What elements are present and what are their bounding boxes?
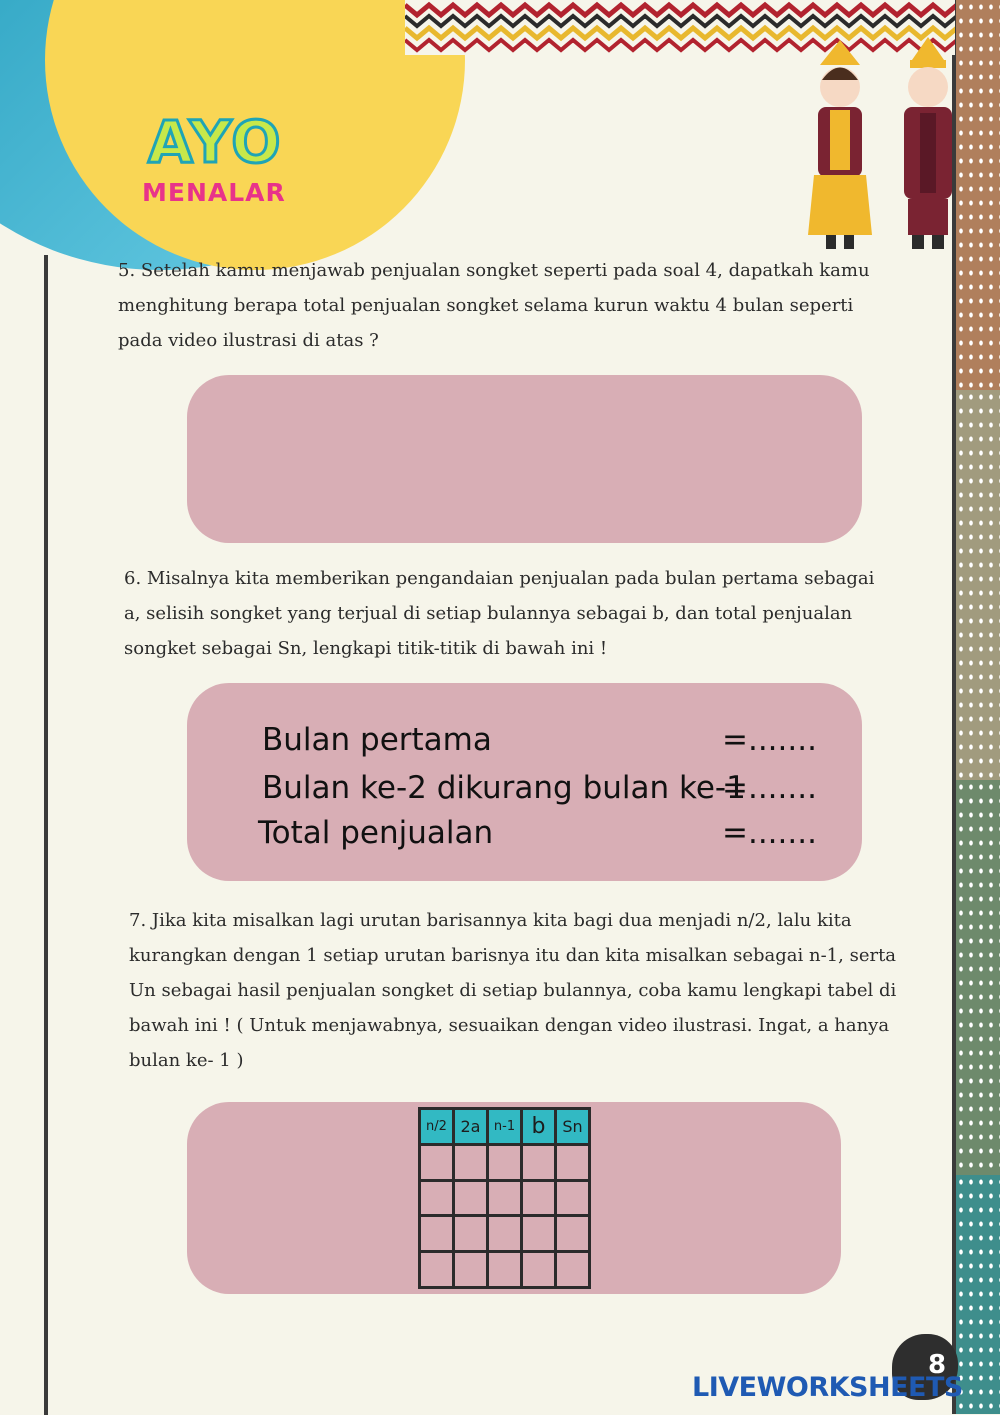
- question-5-text: [118, 253, 886, 358]
- question-6-line: songket sebagai Sn, lengkapi titik-titik di bawah ini !: [124, 638, 608, 659]
- title-menalar: MENALAR: [142, 178, 286, 207]
- question-7-line: bawah ini ! ( Untuk menjawabnya, sesuaikan dengan video ilustrasi. Ingat, a hanya: [129, 1015, 890, 1036]
- traditional-costume-characters: [800, 35, 975, 253]
- table-cell[interactable]: [421, 1253, 452, 1286]
- page-number: 8: [928, 1350, 947, 1380]
- answer-table: [418, 1107, 591, 1289]
- table-header-n2: n/2: [421, 1110, 452, 1143]
- table-cell[interactable]: [523, 1217, 554, 1250]
- table-cell[interactable]: [421, 1146, 452, 1179]
- table-cell[interactable]: [557, 1217, 588, 1250]
- table-cell[interactable]: [557, 1146, 588, 1179]
- table-cell[interactable]: [455, 1217, 486, 1250]
- liveworksheets-logo[interactable]: LIVEWORKSHEETS: [692, 1372, 963, 1403]
- question-6-line: a, selisih songket yang terjual di setiap bulannya sebagai b, dan total penjualan: [124, 603, 853, 624]
- table-cell[interactable]: [489, 1182, 520, 1215]
- question-6-text: [124, 561, 890, 666]
- question-7-text: [129, 903, 920, 1078]
- table-header-sn: Sn: [557, 1110, 588, 1143]
- table-cell[interactable]: [421, 1217, 452, 1250]
- table-cell[interactable]: [523, 1253, 554, 1286]
- question-7-line: bulan ke- 1 ): [129, 1050, 244, 1071]
- answer-label-total: Total penjualan: [258, 815, 494, 851]
- answer-box-5[interactable]: [187, 375, 862, 543]
- title-ayo: AYO: [148, 108, 283, 176]
- question-7-line: 7. Jika kita misalkan lagi urutan barisannya kita bagi dua menjadi n/2, lalu kita: [129, 910, 852, 931]
- table-cell[interactable]: [455, 1182, 486, 1215]
- table-cell[interactable]: [523, 1146, 554, 1179]
- table-cell[interactable]: [489, 1146, 520, 1179]
- left-border-line: [44, 255, 48, 1415]
- table-cell[interactable]: [455, 1146, 486, 1179]
- question-5-line: menghitung berapa total penjualan songket selama kurun waktu 4 bulan seperti: [118, 295, 854, 316]
- answer-label-bulan-pertama: Bulan pertama: [262, 722, 492, 758]
- table-cell[interactable]: [455, 1253, 486, 1286]
- table-cell[interactable]: [489, 1253, 520, 1286]
- answer-blank-bulan-pertama[interactable]: =.......: [722, 722, 817, 758]
- question-5-line: pada video ilustrasi di atas ?: [118, 330, 379, 351]
- answer-blank-total[interactable]: =.......: [722, 815, 817, 851]
- table-header-b: b: [523, 1110, 554, 1143]
- answer-blank-selisih[interactable]: =.......: [722, 770, 817, 806]
- answer-label-selisih: Bulan ke-2 dikurang bulan ke-1: [262, 770, 746, 806]
- table-header-n-1: n-1: [489, 1110, 520, 1143]
- question-7-line: Un sebagai hasil penjualan songket di setiap bulannya, coba kamu lengkapi tabel di: [129, 980, 897, 1001]
- table-cell[interactable]: [421, 1182, 452, 1215]
- table-cell[interactable]: [557, 1182, 588, 1215]
- table-cell[interactable]: [557, 1253, 588, 1286]
- table-cell[interactable]: [489, 1217, 520, 1250]
- table-cell[interactable]: [523, 1182, 554, 1215]
- question-7-line: kurangkan dengan 1 setiap urutan barisnya itu dan kita misalkan sebagai n-1, serta: [129, 945, 897, 966]
- table-header-2a: 2a: [455, 1110, 486, 1143]
- question-5-line: 5. Setelah kamu menjawab penjualan songket seperti pada soal 4, dapatkah kamu: [118, 260, 870, 281]
- question-6-line: 6. Misalnya kita memberikan pengandaian penjualan pada bulan pertama sebagai: [124, 568, 875, 589]
